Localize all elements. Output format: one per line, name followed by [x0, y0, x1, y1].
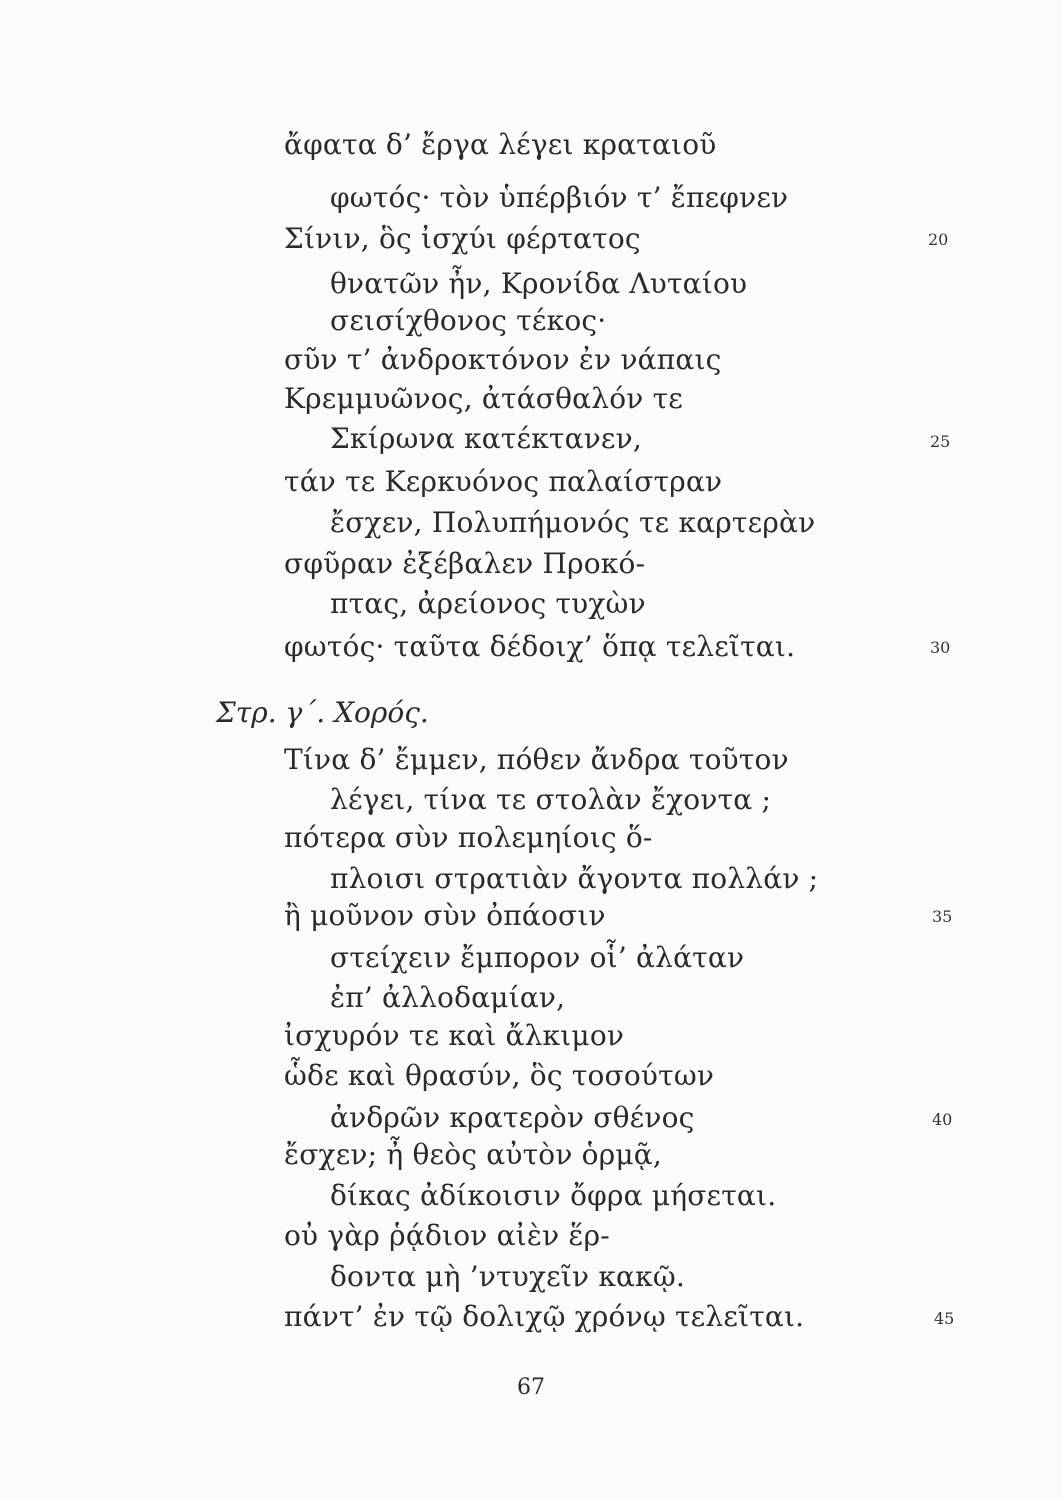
verse-line: ἄφατα δ’ ἔργα λέγει κραταιοῦ: [284, 128, 717, 161]
verse-line: σῦν τ’ ἀνδροκτόνον ἐν νάπαις: [284, 343, 722, 376]
line-number: 30: [930, 638, 951, 657]
verse-line: πάντ’ ἐν τῷ δολιχῷ χρόνῳ τελεῖται.: [284, 1300, 805, 1333]
verse-line: ἔσχεν; ἦ θεὸς αὐτὸν ὁρμᾷ,: [284, 1138, 662, 1171]
verse-line: σεισίχθονος τέκος·: [330, 304, 607, 337]
verse-line: δίκας ἀδίκοισιν ὄφρα μήσεται.: [330, 1179, 777, 1212]
verse-line: τάν τε Κερκυόνος παλαίστραν: [284, 465, 723, 498]
verse-line: ὧδε καὶ θρασύν, ὃς τοσούτων: [284, 1059, 715, 1092]
verse-line: ἢ μοῦνον σὺν ὀπάοσιν: [284, 899, 606, 932]
verse-line: φωτός· ταῦτα δέδοιχ’ ὅπᾳ τελεῖται.: [284, 630, 796, 663]
line-number: 25: [930, 432, 951, 451]
verse-line: θνατῶν ἦν, Κρονίδα Λυταίου: [330, 267, 748, 300]
verse-line: οὐ γὰρ ῥᾴδιον αἰὲν ἕρ-: [284, 1219, 610, 1252]
verse-line: στείχειν ἔμπορον οἷ’ ἀλάταν: [330, 941, 745, 974]
verse-line: πλοισι στρατιὰν ἄγοντα πολλάν ;: [330, 862, 819, 895]
verse-line: ἔσχεν, Πολυπήμονός τε καρτερὰν: [330, 506, 816, 539]
line-number: 40: [932, 1110, 953, 1129]
page-number: 67: [517, 1375, 545, 1400]
verse-line: φωτός· τὸν ὑπέρβιόν τ’ ἔπεφνεν: [330, 181, 789, 214]
verse-line: ἀνδρῶν κρατερὸν σθένος: [330, 1101, 695, 1134]
line-number: 35: [932, 907, 953, 926]
verse-line: Τίνα δ’ ἔμμεν, πόθεν ἄνδρα τοῦτον: [284, 743, 789, 776]
verse-line: Σίνιν, ὃς ἰσχύι φέρτατος: [284, 222, 641, 255]
line-number: 20: [928, 230, 949, 249]
verse-line: Σκίρωνα κατέκτανεν,: [330, 422, 642, 455]
line-number: 45: [934, 1309, 955, 1328]
verse-line: Κρεμμυῶνος, ἀτάσθαλόν τε: [284, 382, 684, 415]
verse-line: πτας, ἀρείονος τυχὼν: [330, 587, 646, 620]
verse-line: λέγει, τίνα τε στολὰν ἔχοντα ;: [330, 783, 772, 816]
verse-line: ἰσχυρόν τε καὶ ἄλκιμον: [284, 1019, 625, 1052]
verse-line: δοντα μὴ ’ντυχεῖν κακῷ.: [330, 1260, 685, 1293]
verse-line: ἐπ’ ἀλλοδαμίαν,: [330, 981, 566, 1014]
strophe-heading: Στρ. γ΄. Χορός.: [216, 696, 429, 729]
verse-line: σφῦραν ἐξέβαλεν Προκό-: [284, 547, 646, 580]
verse-line: πότερα σὺν πολεμηίοις ὅ-: [284, 821, 653, 854]
